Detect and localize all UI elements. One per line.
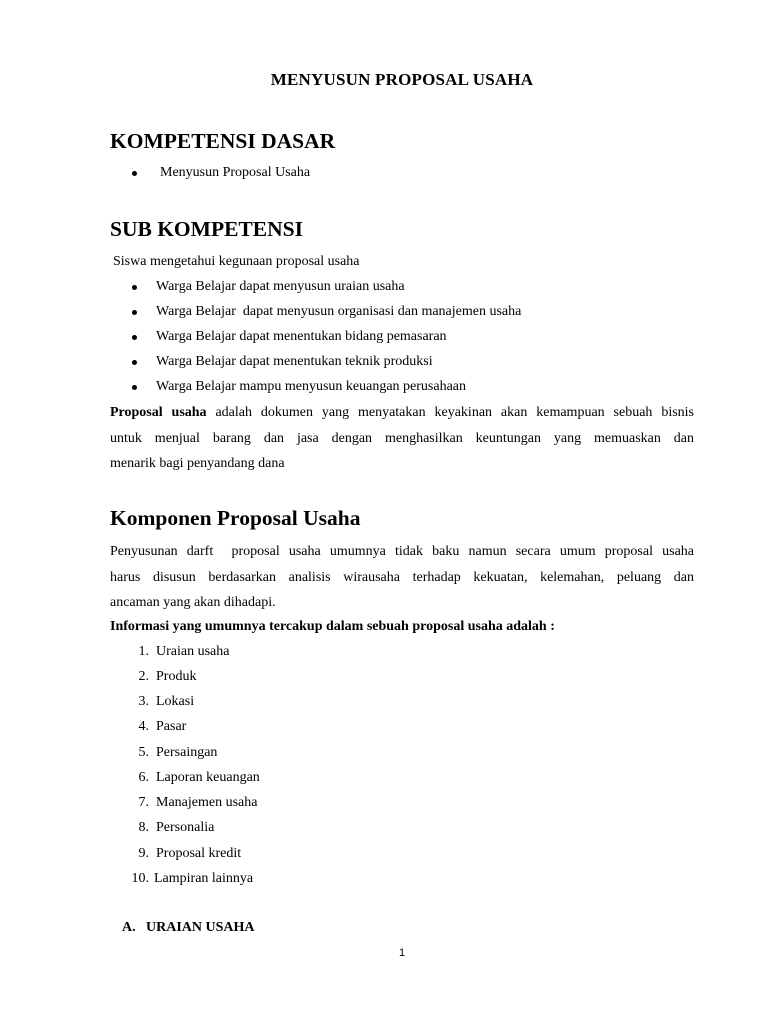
list-item-text: Warga Belajar dapat menentukan bidang pemasaran bbox=[156, 329, 447, 344]
list-number: 5. bbox=[138, 745, 149, 760]
kompetensi-dasar-heading: KOMPETENSI DASAR bbox=[110, 129, 336, 153]
komponen-heading: Komponen Proposal Usaha bbox=[110, 506, 361, 530]
list-number: 8. bbox=[138, 820, 149, 835]
bullet-icon bbox=[132, 385, 137, 390]
definition-term: Proposal usaha bbox=[110, 405, 207, 420]
definition-paragraph bbox=[110, 400, 694, 477]
bullet-icon bbox=[132, 285, 137, 290]
sub-kompetensi-heading: SUB KOMPETENSI bbox=[110, 217, 303, 241]
list-item-text: Warga Belajar dapat menyusun organisasi dan manajemen usaha bbox=[156, 304, 522, 319]
list-item-text: Menyusun Proposal Usaha bbox=[160, 165, 311, 180]
list-number: 7. bbox=[138, 795, 149, 810]
section-a-heading bbox=[122, 920, 255, 936]
paragraph-line: ancaman yang akan dihadapi. bbox=[110, 595, 276, 610]
paragraph-line bbox=[110, 400, 694, 426]
list-item-text: Produk bbox=[156, 669, 197, 684]
komponen-paragraph bbox=[110, 539, 694, 616]
list-item-text: Lokasi bbox=[156, 694, 195, 709]
paragraph-line: untuk menjual barang dan jasa dengan menghasilkan keuntungan yang memuaskan dan bbox=[110, 430, 694, 446]
bullet-icon bbox=[132, 360, 137, 365]
list-item-text: Warga Belajar mampu menyusun keuangan perusahaan bbox=[156, 379, 467, 394]
sub-kompetensi-intro: Siswa mengetahui kegunaan proposal usaha bbox=[113, 254, 360, 269]
definition-text: adalah dokumen yang menyatakan keyakinan akan kemampuan sebuah bisnis bbox=[206, 405, 694, 420]
paragraph-line: Penyusunan darft proposal usaha umumnya tidak baku namun secara umum proposal usaha bbox=[110, 544, 694, 559]
list-item-text: Personalia bbox=[156, 820, 215, 835]
list-item-text: Warga Belajar dapat menyusun uraian usaha bbox=[156, 279, 405, 294]
info-heading: Informasi yang umumnya tercakup dalam sebuah proposal usaha adalah : bbox=[110, 619, 555, 634]
document-title: MENYUSUN PROPOSAL USAHA bbox=[270, 70, 534, 89]
bullet-icon bbox=[132, 171, 137, 176]
bullet-icon bbox=[132, 310, 137, 315]
list-item-text: Warga Belajar dapat menentukan teknik produksi bbox=[156, 354, 433, 369]
list-item-text: Manajemen usaha bbox=[156, 795, 258, 810]
bullet-icon bbox=[132, 335, 137, 340]
paragraph-line: harus disusun berdasarkan analisis wirausaha terhadap kekuatan, kelemahan, peluang dan bbox=[110, 569, 694, 585]
section-letter: A. bbox=[122, 920, 136, 935]
list-item-text: Laporan keuangan bbox=[156, 770, 260, 785]
list-item-text: Lampiran lainnya bbox=[154, 871, 254, 886]
list-item-text: Pasar bbox=[156, 719, 187, 734]
list-item-text: Uraian usaha bbox=[156, 644, 230, 659]
list-item-text: Persaingan bbox=[156, 745, 218, 760]
list-number: 10. bbox=[131, 871, 149, 886]
page-number: 1 bbox=[398, 947, 406, 959]
list-number: 4. bbox=[138, 719, 149, 734]
list-number: 6. bbox=[138, 770, 149, 785]
list-number: 1. bbox=[138, 644, 149, 659]
section-title: URAIAN USAHA bbox=[146, 920, 255, 935]
list-number: 2. bbox=[138, 669, 149, 684]
paragraph-line: menarik bagi penyandang dana bbox=[110, 456, 285, 471]
list-number: 9. bbox=[138, 846, 149, 861]
list-item-text: Proposal kredit bbox=[156, 846, 242, 861]
list-number: 3. bbox=[138, 694, 149, 709]
